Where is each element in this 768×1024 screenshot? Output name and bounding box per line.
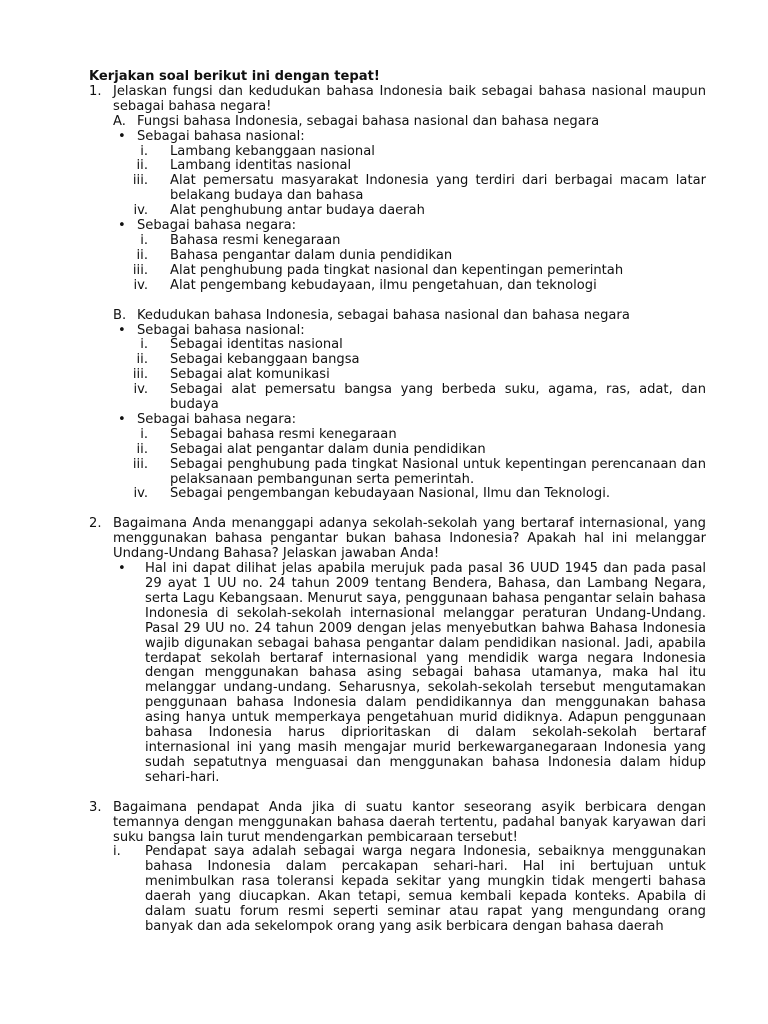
list-item [0, 338, 768, 353]
answer-paragraph [0, 845, 768, 934]
section-a-heading [0, 115, 768, 130]
item-text: Sebagai alat komunikasi [170, 367, 330, 383]
section-heading-text: Kedudukan bahasa Indonesia, sebagai bahasa nasional dan bahasa negara [137, 307, 630, 323]
question-number: 1. [89, 83, 102, 99]
item-number: iii. [132, 367, 148, 383]
item-text: Sebagai identitas nasional [170, 337, 343, 353]
item-text: Alat penghubung pada tingkat nasional dan kepentingan pemerintah [170, 262, 624, 278]
item-text: Lambang identitas nasional [170, 158, 352, 174]
bullet-text: Sebagai bahasa nasional: [137, 322, 305, 338]
item-number: ii. [136, 352, 148, 368]
item-text: Bahasa pengantar dalam dunia pendidikan [170, 247, 453, 263]
bullet-text: Sebagai bahasa negara: [137, 218, 297, 234]
spacer [0, 502, 768, 517]
question-1 [0, 85, 768, 115]
list-item [0, 458, 768, 488]
question-number: 2. [89, 516, 102, 532]
list-item [0, 383, 768, 413]
item-number: ii. [136, 158, 148, 174]
bullet-icon: • [118, 322, 126, 338]
section-letter: A. [113, 113, 126, 129]
item-number: i. [140, 426, 148, 442]
item-number: i. [140, 337, 148, 353]
item-number: ii. [136, 441, 148, 457]
item-text: Alat penghubung antar budaya daerah [170, 203, 425, 219]
section-heading-text: Fungsi bahasa Indonesia, sebagai bahasa nasional dan bahasa negara [137, 113, 600, 129]
list-item [0, 487, 768, 502]
item-text: Lambang kebanggaan nasional [170, 143, 375, 159]
item-number: iii. [132, 456, 148, 472]
bullet-text: Sebagai bahasa negara: [137, 411, 297, 427]
section-letter: B. [113, 307, 127, 323]
question-3 [0, 801, 768, 846]
answer-paragraph [0, 562, 768, 786]
bullet-text: Sebagai bahasa nasional: [137, 128, 305, 144]
list-item [0, 159, 768, 174]
item-text: Sebagai kebanggaan bangsa [170, 352, 360, 368]
bullet-label [0, 130, 768, 145]
list-item [0, 264, 768, 279]
question-2 [0, 517, 768, 562]
bullet-icon: • [118, 128, 126, 144]
list-item [0, 204, 768, 219]
answer-text: Pendapat saya adalah sebagai warga negara Indonesia, sebaiknya menggunakan bahasa Indonesia dalam percakapan sehari-hari. Hal ini bertujuan untuk menimbulkan rasa toleransi kepada sekitar yang mungkin tidak mengerti bahasa daerah yang diucapkan. Akan tetapi, semua kembali kepada konteks. Apabila di dalam suatu forum resmi seperti seminar atau rapat yang mengundang orang banyak dan ada sekelompok orang yang asik berbicara dengan bahasa daerah [145, 844, 706, 934]
list-item [0, 368, 768, 383]
item-text: Sebagai penghubung pada tingkat Nasional untuk kepentingan perencanaan dan pelaksanaan pembangunan serta pemerintah. [170, 456, 706, 487]
spacer [0, 294, 768, 309]
list-item [0, 443, 768, 458]
list-item [0, 249, 768, 264]
item-number: iv. [133, 486, 148, 502]
item-number: iii. [132, 173, 148, 189]
item-text: Sebagai alat pemersatu bangsa yang berbeda suku, agama, ras, adat, dan budaya [170, 382, 706, 413]
bullet-icon: • [118, 218, 126, 234]
list-item [0, 174, 768, 204]
list-item [0, 353, 768, 368]
item-text: Sebagai bahasa resmi kenegaraan [170, 426, 397, 442]
list-item [0, 234, 768, 249]
bullet-icon: • [118, 411, 126, 427]
bullet-label [0, 219, 768, 234]
item-number: i. [113, 844, 121, 860]
bullet-label [0, 413, 768, 428]
item-text: Alat pengembang kebudayaan, ilmu pengetahuan, dan teknologi [170, 277, 597, 293]
question-text: Bagaimana pendapat Anda jika di suatu kantor seseorang asyik berbicara dengan temannya dengan menggunakan bahasa daerah tertentu, padahal banyak karyawan dari suku bangsa lain turut mendengarkan pembicaraan tersebut! [113, 799, 706, 845]
list-item [0, 428, 768, 443]
item-number: iv. [133, 203, 148, 219]
item-text: Sebagai pengembangan kebudayaan Nasional, Ilmu dan Teknologi. [170, 486, 610, 502]
list-item [0, 279, 768, 294]
answer-text: Hal ini dapat dilihat jelas apabila merujuk pada pasal 36 UUD 1945 dan pada pasal 29 ayat 1 UU no. 24 tahun 2009 tentang Bendera, Bahasa, dan Lambang Negara, serta Lagu Kebangsaan. Menurut saya, penggunaan bahasa pengantar selain bahasa Indonesia di sekolah-sekolah internasional melanggar peraturan Undang-Undang. Pasal 29 UU no. 24 tahun 2009 dengan jelas menyebutkan bahwa Bahasa Indonesia wajib digunakan sebagai bahasa pengantar dalam pendidikan nasional. Jadi, apabila terdapat sekolah bertaraf internasional yang mendidik warga negara Indonesia dengan menggunakan bahasa asing sebagai bahasa utamanya, maka hal itu melanggar undang-undang. Seharusnya, sekolah-sekolah tersebut mengutamakan penggunaan bahasa Indonesia dalam pendidikannya dan menggunakan bahasa asing hanya untuk memperkaya pengetahuan murid didiknya. Adapun penggunaan bahasa Indonesia harus diprioritaskan di dalam sekolah-sekolah bertaraf internasional ini yang masih mengajar murid berkewarganegaraan Indonesia yang sudah sepatutnya menguasai dan menggunakan bahasa Indonesia dalam hidup sehari-hari. [145, 561, 706, 785]
item-text: Bahasa resmi kenegaraan [170, 232, 341, 248]
item-number: ii. [136, 247, 148, 263]
spacer [0, 786, 768, 801]
item-text: Alat pemersatu masyarakat Indonesia yang terdiri dari berbagai macam latar belakang budaya dan bahasa [170, 173, 706, 204]
item-number: iv. [133, 382, 148, 398]
item-text: Sebagai alat pengantar dalam dunia pendidikan [170, 441, 486, 457]
item-number: iv. [133, 277, 148, 293]
section-b-heading [0, 309, 768, 324]
bullet-icon: • [118, 561, 126, 577]
bullet-label [0, 324, 768, 339]
question-text: Bagaimana Anda menanggapi adanya sekolah-sekolah yang bertaraf internasional, yang menggunakan bahasa pengantar bukan bahasa Indonesia? Apakah hal ini melanggar Undang-Undang Bahasa? Jelaskan jawaban Anda! [113, 516, 706, 562]
question-number: 3. [89, 799, 102, 815]
list-item [0, 145, 768, 160]
item-number: i. [140, 232, 148, 248]
item-number: i. [140, 143, 148, 159]
document-title: Kerjakan soal berikut ini dengan tepat! [89, 69, 380, 84]
question-text: Jelaskan fungsi dan kedudukan bahasa Indonesia baik sebagai bahasa nasional maupun sebagai bahasa negara! [113, 83, 706, 114]
item-number: iii. [132, 262, 148, 278]
